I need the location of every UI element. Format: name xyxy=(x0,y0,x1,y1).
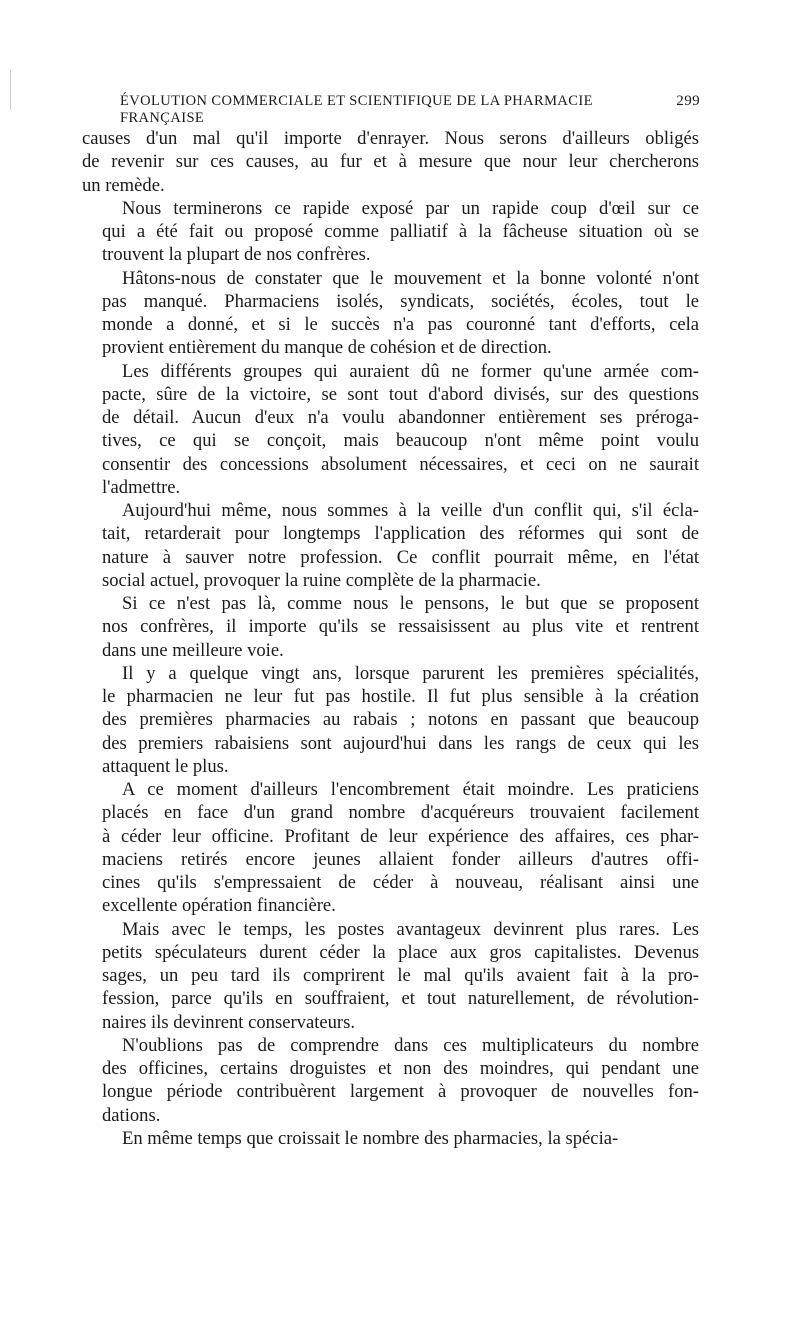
text-line: social actuel, provoquer la ruine complète de la pharmacie. xyxy=(102,569,541,591)
scan-edge-mark xyxy=(10,70,11,110)
text-line: trouvent la plupart de nos confrères. xyxy=(102,244,371,266)
running-header xyxy=(120,93,700,127)
text-line: Aujourd'hui même, nous sommes à la veille d'un conflit qui, s'il écla- xyxy=(122,500,699,521)
text-line: maciens retirés encore jeunes allaient fonder ailleurs d'autres offi- xyxy=(102,848,699,870)
text-line: attaquent le plus. xyxy=(102,755,229,777)
text-line: pacte, sûre de la victoire, se sont tout d'abord divisés, sur des questions xyxy=(102,383,699,405)
text-line: Si ce n'est pas là, comme nous le pensons, le but que se proposent xyxy=(122,593,699,614)
text-line: sages, un peu tard ils comprirent le mal qu'ils avaient fait à la pro- xyxy=(102,965,699,986)
paragraph xyxy=(82,662,699,778)
text-line: pas manqué. Pharmaciens isolés, syndicats, sociétés, écoles, tout le xyxy=(102,290,699,312)
text-line: de revenir sur ces causes, au fur et à mesure que nour leur chercherons xyxy=(82,151,699,173)
text-line: consentir des concessions absolument nécessaires, et ceci on ne saurait xyxy=(102,453,699,475)
paragraph xyxy=(82,197,699,267)
text-line: placés en face d'un grand nombre d'acquéreurs trouvaient facilement xyxy=(102,802,699,824)
text-line: provient entièrement du manque de cohésion et de direction. xyxy=(102,337,552,359)
text-line: fession, parce qu'ils en souffraient, et tout naturellement, de révolution- xyxy=(102,988,699,1010)
text-line: des officines, certains droguistes et non des moindres, qui pendant une xyxy=(102,1058,699,1079)
text-line: des premières pharmacies au rabais ; notons en passant que beaucoup xyxy=(102,709,699,731)
text-line: nos confrères, il importe qu'ils se ressaisissent au plus vite et rentrent xyxy=(102,616,699,638)
paragraph xyxy=(82,499,699,592)
text-line: Hâtons-nous de constater que le mouvement et la bonne volonté n'ont xyxy=(122,267,699,289)
text-line: qui a été fait ou proposé comme palliatif à la fâcheuse situation où se xyxy=(102,221,699,242)
page-number: 299 xyxy=(676,93,700,109)
text-line: excellente opération financière. xyxy=(102,895,336,917)
text-line: le pharmacien ne leur fut pas hostile. Il fut plus sensible à la création xyxy=(102,686,699,707)
text-line: Les différents groupes qui auraient dû ne former qu'une armée com- xyxy=(122,360,699,382)
text-line: A ce moment d'ailleurs l'encombrement était moindre. Les praticiens xyxy=(122,779,699,800)
text-line: longue période contribuèrent largement à provoquer de nouvelles fon- xyxy=(102,1081,699,1103)
paragraph xyxy=(82,127,699,197)
text-line: dans une meilleure voie. xyxy=(102,639,284,661)
text-line: l'admettre. xyxy=(102,476,181,498)
text-line: de détail. Aucun d'eux n'a voulu abandonner entièrement ses préroga- xyxy=(102,407,699,428)
text-line: N'oublions pas de comprendre dans ces multiplicateurs du nombre xyxy=(122,1034,699,1056)
text-line: Nous terminerons ce rapide exposé par un rapide coup d'œil sur ce xyxy=(122,197,699,219)
text-line: cines qu'ils s'empressaient de céder à nouveau, réalisant ainsi une xyxy=(102,872,699,893)
text-line: Il y a quelque vingt ans, lorsque parurent les premières spécialités, xyxy=(122,662,699,684)
paragraph xyxy=(82,360,699,500)
text-line: tives, ce qui se conçoit, mais beaucoup n'ont même point voulu xyxy=(102,430,699,452)
text-line: dations. xyxy=(102,1104,161,1126)
text-line: En même temps que croissait le nombre des pharmacies, la spécia- xyxy=(122,1127,619,1149)
text-line: petits spéculateurs durent céder la place aux gros capitalistes. Devenus xyxy=(102,941,699,963)
text-line: tait, retarderait pour longtemps l'application des réformes qui sont de xyxy=(102,523,699,545)
text-line: à céder leur officine. Profitant de leur expérience des affaires, ces phar- xyxy=(102,825,699,847)
text-line: Mais avec le temps, les postes avantageux devinrent plus rares. Les xyxy=(122,918,699,940)
running-title: ÉVOLUTION COMMERCIALE ET SCIENTIFIQUE DE LA PHARMACIE FRANÇAISE xyxy=(120,93,593,126)
paragraph xyxy=(82,267,699,360)
paragraph xyxy=(82,1034,699,1127)
text-line: monde a donné, et si le succès n'a pas couronné tant d'efforts, cela xyxy=(102,314,699,335)
paragraph xyxy=(82,1127,699,1150)
text-line: causes d'un mal qu'il importe d'enrayer. Nous serons d'ailleurs obligés xyxy=(82,128,699,149)
text-line: des premiers rabaisiens sont aujourd'hui dans les rangs de ceux qui les xyxy=(102,732,699,754)
text-line: nature à sauver notre profession. Ce conflit pourrait même, en l'état xyxy=(102,546,699,568)
paragraph xyxy=(82,592,699,662)
paragraph xyxy=(82,918,699,1034)
body-text xyxy=(82,127,699,1150)
text-line: naires ils devinrent conservateurs. xyxy=(102,1011,355,1033)
text-line: un remède. xyxy=(82,174,165,196)
paragraph xyxy=(82,778,699,918)
